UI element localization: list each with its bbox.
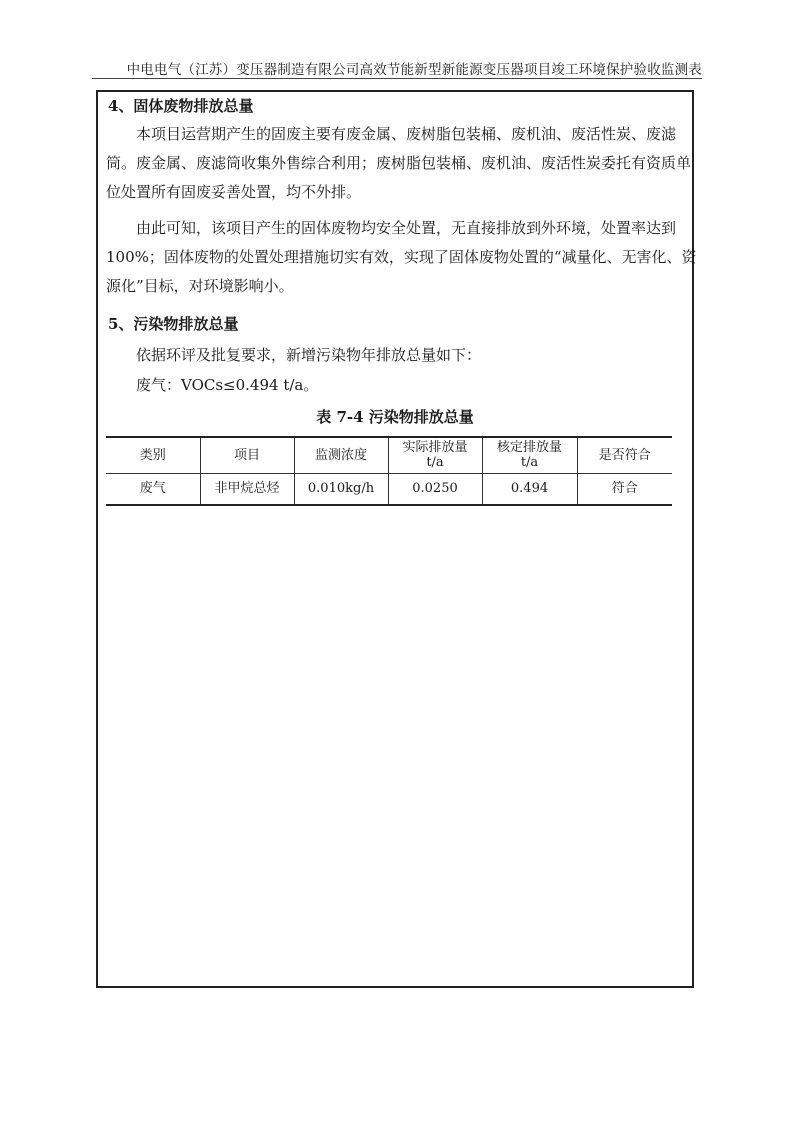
cell-item: 非甲烷总烃 (200, 473, 294, 505)
col-approved (482, 437, 577, 473)
section-4-paragraph-1-text: 本项目运营期产生的固废主要有废金属、废树脂包装桶、废机油、废活性炭、废滤筒。废金属、废滤筒收集外售综合利用；废树脂包装桶、废机油、废活性炭委托有资质单位处置所有固废妥善处置，均不外排。 (106, 125, 692, 201)
col-approved-unit: t/a (520, 455, 539, 471)
section-4-paragraph-2 (106, 214, 698, 301)
cell-category: 废气 (106, 473, 200, 505)
col-approved-label: 核定排放量 (496, 440, 562, 456)
emission-table (106, 436, 672, 506)
col-actual-unit: t/a (426, 455, 444, 471)
section-4-heading: 4、固体废物排放总量 (108, 97, 254, 115)
cell-concentration: 0.010kg/h (294, 473, 388, 505)
header-divider (92, 78, 702, 79)
table-row (106, 473, 672, 505)
col-item: 项目 (200, 437, 294, 473)
section-4-paragraph-2-text: 由此可知，该项目产生的固体废物均安全处置，无直接排放到外环境，处置率达到 100%；固体废物的处置处理措施切实有效，实现了固体废物处置的“减量化、无害化、资源化”目标，对环境影响小。 (106, 219, 697, 295)
page-header: 中电电气（江苏）变压器制造有限公司高效节能新型新能源变压器项目竣工环境保护验收监测表 (126, 62, 702, 78)
col-concentration: 监测浓度 (294, 437, 388, 473)
col-compliance: 是否符合 (577, 437, 672, 473)
col-actual (388, 437, 482, 473)
col-category: 类别 (106, 437, 200, 473)
col-actual-label: 实际排放量 (402, 440, 468, 456)
section-4-paragraph-1 (106, 120, 698, 207)
table-caption: 表 7-4 污染物排放总量 (316, 408, 474, 426)
section-5-heading: 5、污染物排放总量 (108, 315, 239, 333)
table-header-row (106, 437, 672, 473)
section-5-intro: 依据环评及批复要求，新增污染物年排放总量如下： (136, 346, 482, 364)
cell-actual: 0.0250 (388, 473, 482, 505)
section-5-voc-limit: 废气：VOCs≤0.494 t/a。 (136, 376, 319, 394)
cell-approved: 0.494 (482, 473, 577, 505)
cell-compliance: 符合 (577, 473, 672, 505)
